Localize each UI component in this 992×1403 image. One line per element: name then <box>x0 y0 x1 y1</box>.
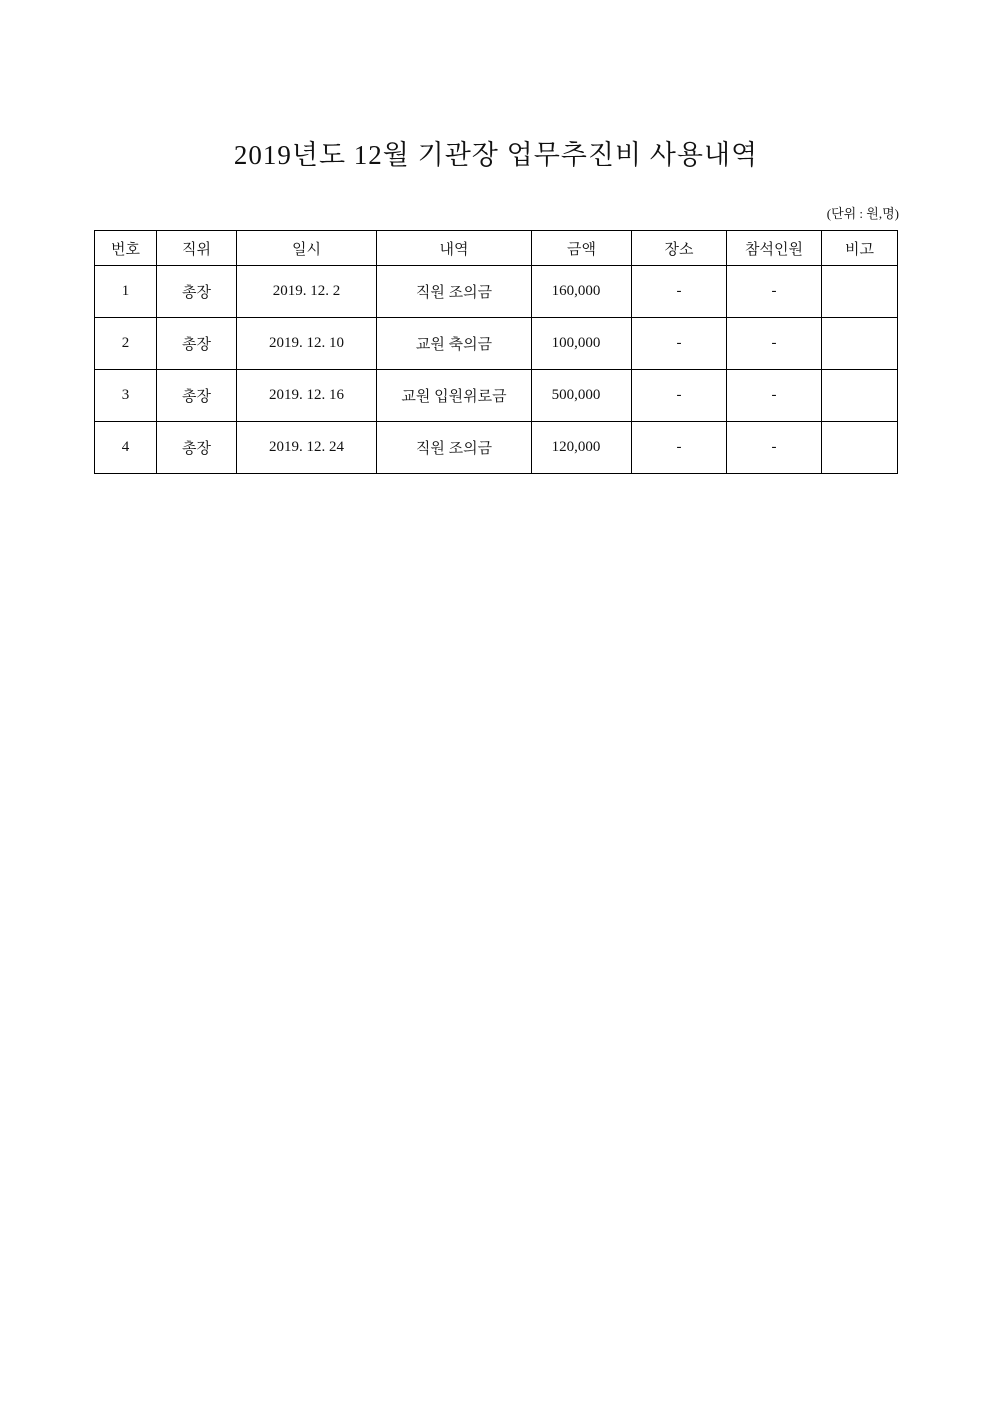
cell-note <box>822 318 898 370</box>
cell-date: 2019. 12. 2 <box>237 266 377 318</box>
table-row <box>95 422 898 474</box>
cell-note <box>822 266 898 318</box>
column-header-date: 일시 <box>237 231 377 266</box>
cell-no: 1 <box>95 266 157 318</box>
cell-note <box>822 422 898 474</box>
column-header-no: 번호 <box>95 231 157 266</box>
expense-usage-table <box>94 230 898 474</box>
cell-detail: 교원 축의금 <box>377 318 532 370</box>
cell-note <box>822 370 898 422</box>
cell-date: 2019. 12. 24 <box>237 422 377 474</box>
table-row <box>95 318 898 370</box>
unit-note: (단위 : 원,명) <box>826 206 899 221</box>
cell-attendees: - <box>727 422 822 474</box>
column-header-attendees: 참석인원 <box>727 231 822 266</box>
column-header-note: 비고 <box>822 231 898 266</box>
cell-no: 2 <box>95 318 157 370</box>
cell-amount: 120,000 <box>532 422 632 474</box>
column-header-amount: 금액 <box>532 231 632 266</box>
column-header-detail: 내역 <box>377 231 532 266</box>
cell-detail: 직원 조의금 <box>377 266 532 318</box>
column-header-place: 장소 <box>632 231 727 266</box>
cell-no: 4 <box>95 422 157 474</box>
table-header <box>95 231 898 266</box>
cell-detail: 교원 입원위로금 <box>377 370 532 422</box>
cell-place: - <box>632 422 727 474</box>
cell-date: 2019. 12. 10 <box>237 318 377 370</box>
cell-amount: 500,000 <box>532 370 632 422</box>
cell-attendees: - <box>727 318 822 370</box>
table-row <box>95 370 898 422</box>
table-header-row <box>95 231 898 266</box>
cell-position: 총장 <box>157 318 237 370</box>
table-row <box>95 266 898 318</box>
cell-amount: 100,000 <box>532 318 632 370</box>
cell-amount: 160,000 <box>532 266 632 318</box>
cell-place: - <box>632 370 727 422</box>
table-body <box>95 266 898 474</box>
cell-no: 3 <box>95 370 157 422</box>
cell-position: 총장 <box>157 422 237 474</box>
cell-position: 총장 <box>157 266 237 318</box>
page-title: 2019년도 12월 기관장 업무추진비 사용내역 <box>233 140 759 170</box>
column-header-position: 직위 <box>157 231 237 266</box>
cell-attendees: - <box>727 370 822 422</box>
cell-position: 총장 <box>157 370 237 422</box>
usage-table-container <box>94 230 897 474</box>
cell-date: 2019. 12. 16 <box>237 370 377 422</box>
cell-place: - <box>632 266 727 318</box>
cell-detail: 직원 조의금 <box>377 422 532 474</box>
cell-attendees: - <box>727 266 822 318</box>
cell-place: - <box>632 318 727 370</box>
